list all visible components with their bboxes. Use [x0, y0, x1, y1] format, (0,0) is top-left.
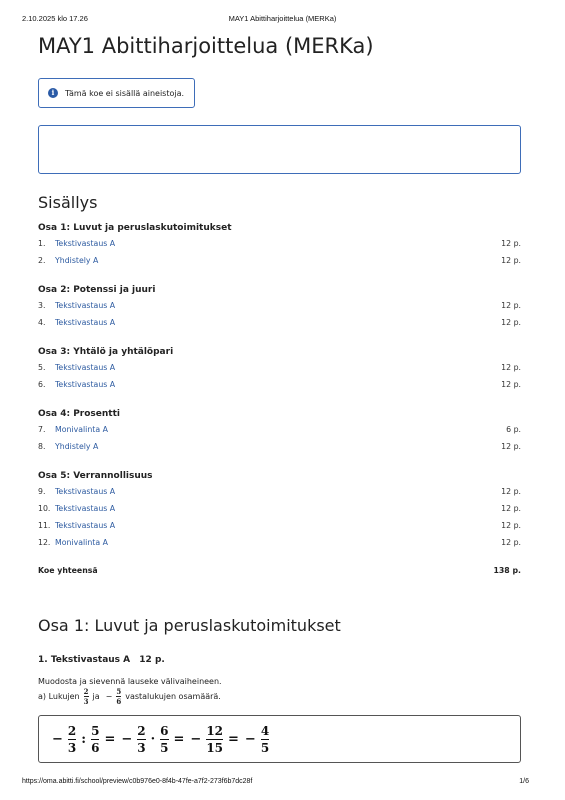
toc-item-link[interactable]: Tekstivastaus A — [55, 301, 116, 310]
toc-item-number: 4. — [38, 318, 46, 327]
minus-sign: − — [105, 691, 113, 701]
toc-item — [38, 534, 521, 551]
info-icon: i — [48, 88, 58, 98]
print-date: 2.10.2025 klo 17.26 — [22, 14, 88, 23]
toc-section-title: Osa 5: Verrannollisuus — [38, 471, 153, 481]
toc-item-number: 5. — [38, 363, 46, 372]
toc-item — [38, 314, 521, 331]
frac-numerator: 5 — [116, 687, 122, 696]
toc-item-points: 12 p. — [501, 487, 521, 496]
toc-item — [38, 297, 521, 314]
toc-item-points: 12 p. — [501, 318, 521, 327]
minus-sign: − — [52, 731, 63, 747]
total-row — [38, 563, 521, 579]
toc-section — [38, 221, 521, 269]
toc-item-link[interactable]: Tekstivastaus A — [55, 318, 116, 327]
page-number: 1/6 — [519, 778, 529, 785]
toc-section-title: Osa 4: Prosentti — [38, 409, 120, 419]
toc-item-points: 12 p. — [501, 521, 521, 530]
toc-item-link[interactable]: Tekstivastaus A — [55, 504, 116, 513]
print-header — [22, 14, 543, 26]
toc-item-number: 9. — [38, 487, 46, 496]
toc-item — [38, 376, 521, 393]
exam-content — [38, 32, 521, 763]
toc-item — [38, 252, 521, 269]
print-url: https://oma.abitti.fi/school/preview/c0b976e0-8f4b-47fe-a7f2-273f6b7dc28f — [22, 778, 253, 785]
toc-item-points: 6 p. — [506, 425, 521, 434]
total-label: Koe yhteensä — [38, 566, 98, 575]
toc-item-number: 6. — [38, 380, 46, 389]
toc-title: Sisällys — [38, 193, 98, 212]
toc-item-number: 8. — [38, 442, 46, 451]
toc-section-title: Osa 2: Potenssi ja juuri — [38, 285, 156, 295]
frac-denominator: 6 — [116, 697, 122, 706]
question-text: Muodosta ja sievennä lauseke välivaiheineen. — [38, 677, 222, 686]
toc-section — [38, 283, 521, 331]
question-points: 12 p. — [139, 655, 165, 665]
toc-item — [38, 421, 521, 438]
toc-item-points: 12 p. — [501, 504, 521, 513]
answer-box[interactable] — [38, 715, 521, 763]
toc-item — [38, 500, 521, 517]
toc-section — [38, 469, 521, 551]
toc-item-link[interactable]: Tekstivastaus A — [55, 363, 116, 372]
toc-item-link[interactable]: Tekstivastaus A — [55, 521, 116, 530]
section-title: Osa 1: Luvut ja peruslaskutoimitukset — [38, 616, 341, 635]
question-title — [38, 653, 521, 667]
frac-numerator: 2 — [83, 687, 89, 696]
no-materials-notice — [38, 78, 195, 108]
answer-fraction: 4 5 — [260, 723, 270, 755]
equals-sign: = — [104, 731, 116, 747]
print-footer — [22, 778, 543, 790]
toc-item-link[interactable]: Tekstivastaus A — [55, 487, 116, 496]
toc-item-link[interactable]: Monivalinta A — [55, 538, 108, 547]
toc-item-number: 3. — [38, 301, 46, 310]
toc-item-points: 12 p. — [501, 538, 521, 547]
toc-item-link[interactable]: Yhdistely A — [55, 256, 99, 265]
answer-fraction: 6 5 — [160, 723, 169, 755]
toc-item — [38, 438, 521, 455]
toc-section — [38, 345, 521, 393]
toc-item — [38, 517, 521, 534]
multiply-sign: · — [150, 731, 156, 747]
answer-fraction: 2 3 — [67, 723, 77, 755]
toc-item-number: 2. — [38, 256, 46, 265]
print-title: MAY1 Abittiharjoittelua (MERKa) — [228, 14, 337, 23]
toc-section-title: Osa 3: Yhtälö ja yhtälöpari — [38, 347, 174, 357]
frac-denominator: 3 — [83, 697, 89, 706]
toc-item-points: 12 p. — [501, 256, 521, 265]
toc-item — [38, 235, 521, 252]
fraction-five-sixths — [116, 688, 121, 705]
answer-fraction: 5 6 — [91, 723, 100, 755]
question-name: 1. Tekstivastaus A — [38, 655, 131, 665]
toc-item-number: 12. — [38, 538, 51, 547]
answer-fraction: 2 3 — [137, 723, 146, 755]
subpart-suffix: vastalukujen osamäärä. — [125, 691, 221, 701]
toc-item-link[interactable]: Tekstivastaus A — [55, 239, 116, 248]
total-points: 138 p. — [493, 566, 521, 575]
notice-text: Tämä koe ei sisällä aineistoja. — [65, 88, 185, 98]
toc-section — [38, 407, 521, 455]
toc-item-number: 11. — [38, 521, 51, 530]
equals-sign: = — [173, 731, 185, 747]
and-word: ja — [92, 691, 100, 701]
exam-title: MAY1 Abittiharjoittelua (MERKa) — [38, 34, 374, 58]
answer-fraction: 12 15 — [206, 723, 224, 755]
toc-item — [38, 483, 521, 500]
toc-section-title: Osa 1: Luvut ja peruslaskutoimitukset — [38, 223, 232, 233]
toc-item-points: 12 p. — [501, 239, 521, 248]
equals-sign: = — [228, 731, 239, 747]
toc-item-link[interactable]: Tekstivastaus A — [55, 380, 116, 389]
instructions-box — [38, 125, 521, 174]
toc-item-points: 12 p. — [501, 301, 521, 310]
toc-item-points: 12 p. — [501, 442, 521, 451]
subpart-prefix: a) Lukujen — [38, 691, 80, 701]
toc-item-points: 12 p. — [501, 363, 521, 372]
toc-item-number: 10. — [38, 504, 51, 513]
toc-sections — [38, 221, 521, 551]
toc-item-link[interactable]: Yhdistely A — [55, 442, 99, 451]
toc-item-number: 1. — [38, 239, 46, 248]
question-subpart — [38, 688, 521, 705]
fraction-two-thirds — [84, 688, 89, 705]
toc-item-link[interactable]: Monivalinta A — [55, 425, 108, 434]
divide-sign: : — [81, 731, 87, 747]
minus-sign: − — [190, 731, 202, 747]
toc-item-number: 7. — [38, 425, 46, 434]
minus-sign: − — [244, 731, 256, 747]
toc-item-points: 12 p. — [501, 380, 521, 389]
toc-item — [38, 359, 521, 376]
minus-sign: − — [121, 731, 133, 747]
